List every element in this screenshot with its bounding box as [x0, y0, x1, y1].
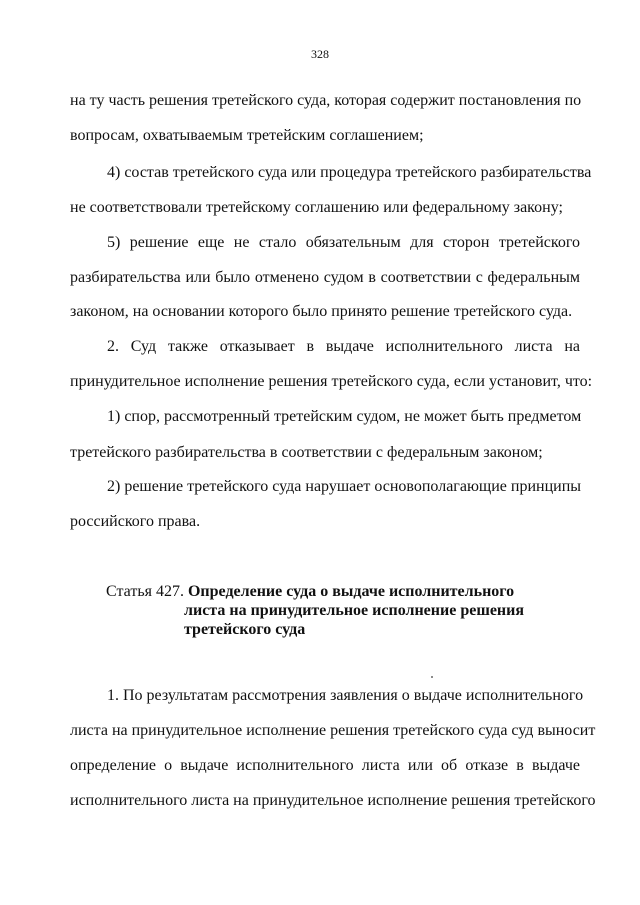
text-line: листа на принудительное исполнение решения третейского суда суд выносит	[70, 722, 596, 739]
text-line: 5) решение еще не стало обязательным для сторон третейского	[107, 234, 580, 251]
article-title-line: листа на принудительное исполнение решения	[184, 602, 525, 619]
text-line: третейского разбирательства в соответствии с федеральным законом;	[70, 444, 543, 461]
text-line: принудительное исполнение решения третейского суда, если установит, что:	[70, 373, 593, 390]
text-line: 1) спор, рассмотренный третейским судом, не может быть предметом	[107, 408, 582, 425]
text-line: 2. Суд также отказывает в выдаче исполнительного листа на	[107, 338, 580, 355]
scan-speck	[431, 676, 433, 678]
text-line: 4) состав третейского суда или процедура третейского разбирательства	[107, 164, 592, 181]
text-line: определение о выдаче исполнительного листа или об отказе в выдаче	[70, 757, 580, 774]
page-number: 328	[311, 47, 329, 61]
text-line: 1. По результатам рассмотрения заявления о выдаче исполнительного	[107, 687, 584, 704]
text-line: разбирательства или было отменено судом в соответствии с федеральным	[70, 269, 580, 286]
text-line: на ту часть решения третейского суда, которая содержит постановления по	[70, 92, 582, 109]
article-title-line: третейского суда	[184, 621, 306, 638]
text-line: 2) решение третейского суда нарушает основополагающие принципы	[107, 478, 582, 495]
article-label: Статья 427.	[106, 583, 184, 600]
article-title: Определение суда о выдаче исполнительного	[187, 583, 515, 600]
text-line: не соответствовали третейскому соглашению или федеральному закону;	[70, 199, 563, 216]
text-line: российского права.	[70, 513, 201, 530]
text-line: исполнительного листа на принудительное исполнение решения третейского	[70, 792, 596, 809]
text-line: вопросам, охватываемым третейским соглашением;	[70, 127, 424, 144]
text-line: законом, на основании которого было принято решение третейского суда.	[70, 303, 573, 320]
article-heading	[106, 583, 514, 601]
